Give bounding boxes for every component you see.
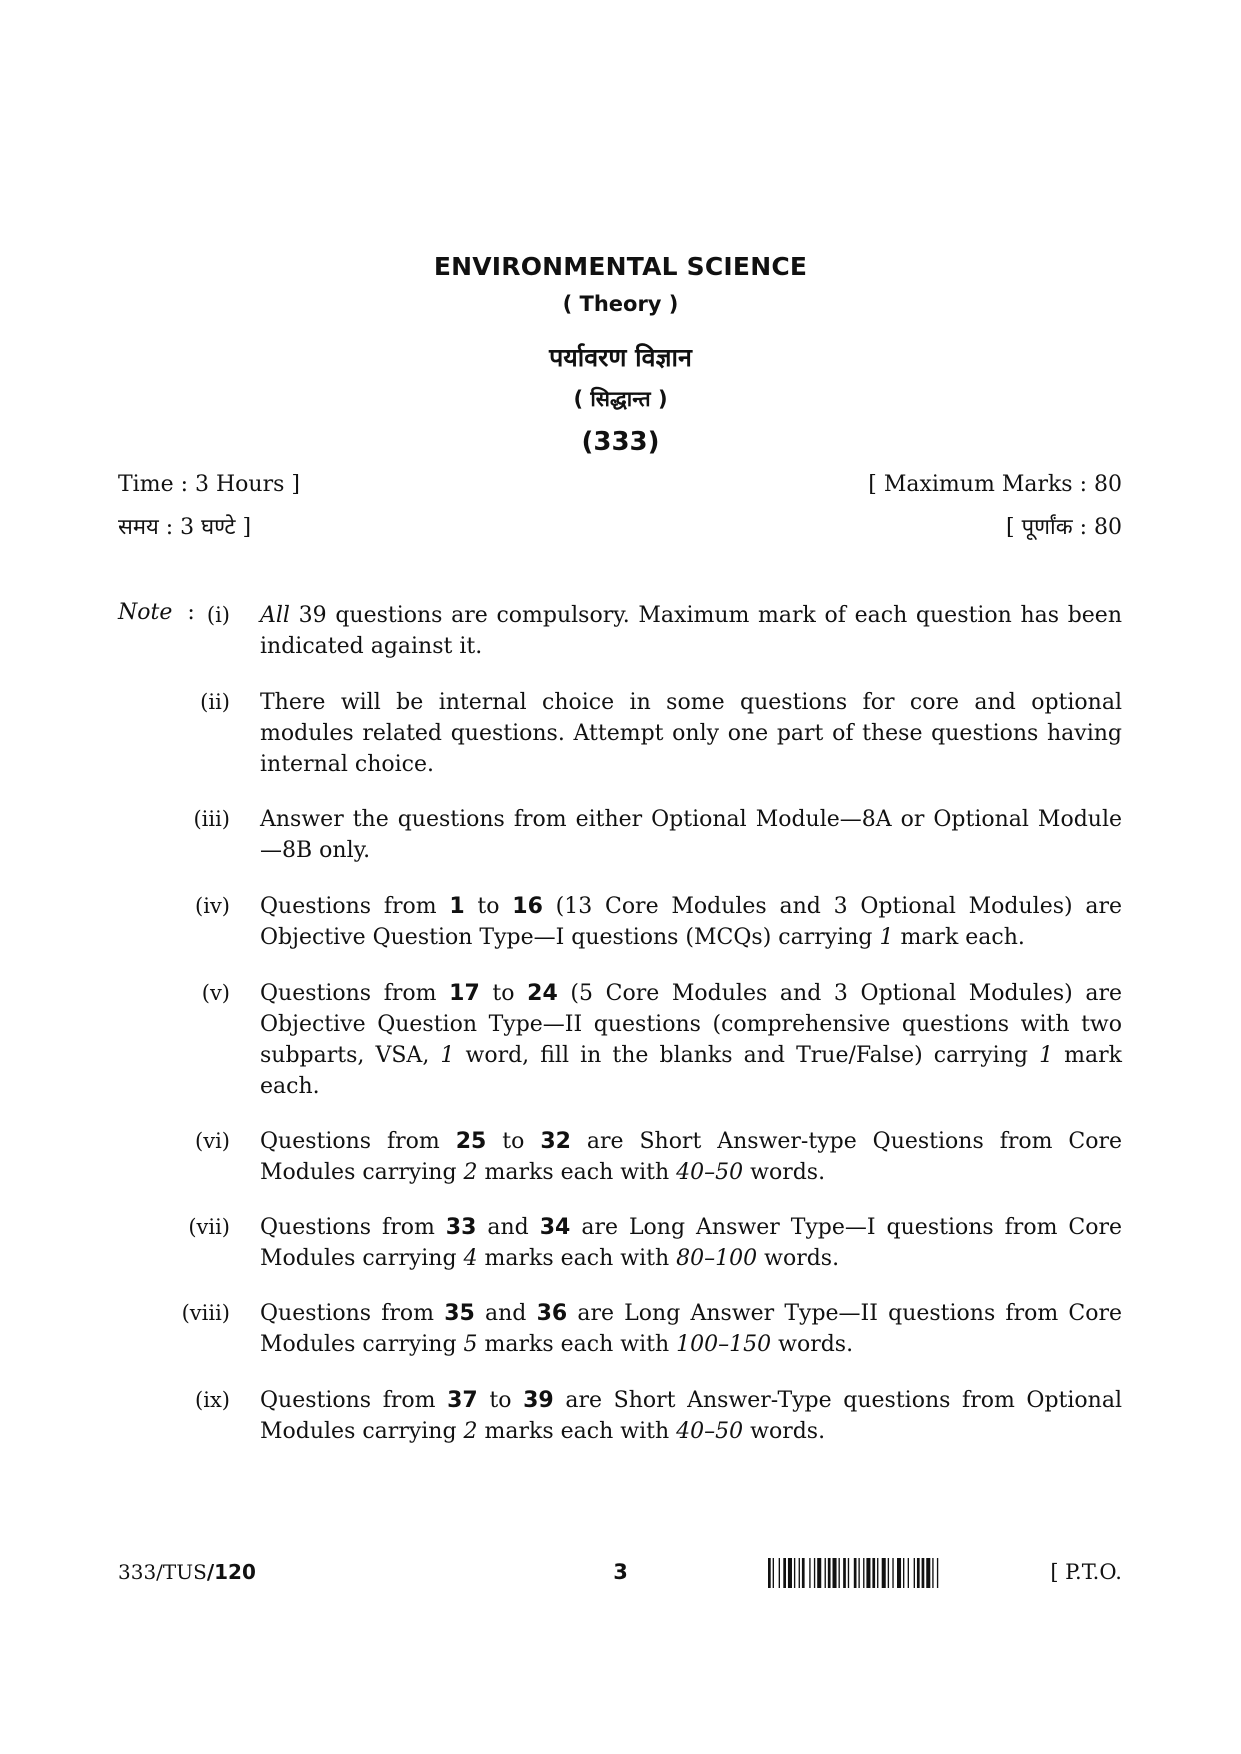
instruction-text-part: 1	[1039, 1043, 1054, 1068]
instruction-text	[260, 804, 1122, 866]
instruction-text-part: 37	[447, 1388, 478, 1413]
instruction-text-part: Questions from	[260, 1129, 456, 1154]
instruction-text-part: are Short Answer-Type questions from Optional Modules carrying	[260, 1388, 1122, 1444]
instruction-text-part: are Short Answer-type Questions from Core Modules carrying	[260, 1129, 1123, 1185]
marks-english: [ Maximum Marks : 80	[868, 472, 1122, 497]
instruction-text	[260, 891, 1122, 953]
instruction-text-part: marks each with	[477, 1419, 677, 1444]
instruction-number: (v)	[201, 981, 230, 1005]
instruction-text-part: Questions from	[260, 981, 450, 1006]
instruction-text-part: to	[477, 1388, 524, 1413]
instruction-text-part: and	[476, 1215, 540, 1240]
page-number: 3	[613, 1560, 628, 1584]
instruction-text-part: 34	[539, 1215, 571, 1240]
instruction-text	[260, 1212, 1122, 1274]
instruction-text-part: 16	[512, 894, 543, 919]
instruction-text-part: 40–50	[676, 1160, 744, 1185]
instruction-text-part: 25	[455, 1129, 487, 1154]
instruction-number: (iv)	[195, 894, 230, 918]
instruction-text-part: 36	[536, 1301, 568, 1326]
instruction-number: (vi)	[195, 1129, 230, 1153]
paper-title-hindi: पर्यावरण विज्ञान	[549, 343, 692, 372]
instruction-text-part: 5	[463, 1332, 478, 1357]
paper-subtitle-hindi: ( सिद्धान्त )	[573, 387, 668, 411]
instruction-text-part: 33	[445, 1215, 477, 1240]
instruction-text-part: are Long Answer Type—II questions from Core Modules carrying	[260, 1301, 1122, 1357]
instruction-number: (i)	[206, 603, 230, 627]
instruction-text-part: words.	[757, 1246, 840, 1271]
paper-subtitle: ( Theory )	[562, 292, 679, 316]
instruction-number: (ii)	[200, 690, 230, 714]
instruction-text-part: to	[479, 981, 528, 1006]
instruction-text-part: 17	[449, 981, 480, 1006]
paper-code: (333)	[581, 427, 660, 457]
instruction-text-part: words.	[743, 1160, 826, 1185]
footer-code-suffix: /120	[206, 1560, 256, 1584]
instruction-text-part: 35	[444, 1301, 475, 1326]
instruction-text	[260, 687, 1122, 780]
instruction-text-part: 80–100	[676, 1246, 758, 1271]
instruction-text-part: 1	[879, 925, 894, 950]
instruction-text	[260, 978, 1122, 1102]
instruction-text-part: mark each.	[893, 925, 1025, 950]
instruction-text-part: Questions from	[260, 894, 450, 919]
instruction-text	[260, 600, 1122, 662]
time-hindi: समय : 3 घण्टे ]	[118, 515, 252, 540]
instruction-text-part: All	[260, 603, 290, 628]
instruction-text-part: 4	[463, 1246, 478, 1271]
instruction-text	[260, 1298, 1122, 1360]
instruction-text	[260, 1126, 1122, 1188]
instruction-text-part: are Long Answer Type—I questions from Core Modules carrying	[260, 1215, 1123, 1271]
instruction-text-part: words.	[743, 1419, 826, 1444]
footer-code-prefix: 333/TUS	[118, 1560, 207, 1584]
barcode-image	[768, 1558, 1023, 1588]
instruction-text-part: 24	[527, 981, 558, 1006]
instruction-text-part: (5 Core Modules and 3 Optional Modules) are Objective Question Type—II questions (comprehensive questions with two subparts, VSA,	[260, 981, 1122, 1068]
instruction-text-part: There will be internal choice in some questions for core and optional modules related questions. Attempt only one part of these questions having internal choice.	[260, 690, 1122, 777]
instruction-number: (iii)	[193, 807, 230, 831]
instruction-text-part: words.	[771, 1332, 854, 1357]
note-colon: :	[187, 600, 195, 625]
instruction-number: (vii)	[188, 1215, 230, 1239]
instruction-text-part: 2	[463, 1419, 478, 1444]
instruction-text-part: (13 Core Modules and 3 Optional Modules) are Objective Question Type—I questions (MCQs) carrying	[260, 894, 1122, 950]
instruction-text-part: word, fill in the blanks and True/False) carrying	[454, 1043, 1040, 1068]
instruction-number: (ix)	[195, 1388, 230, 1412]
pto-label: [ P.T.O.	[1050, 1560, 1122, 1584]
instruction-text-part: 32	[540, 1129, 571, 1154]
instruction-text-part: 40–50	[676, 1419, 744, 1444]
instruction-text-part: to	[486, 1129, 541, 1154]
instruction-text-part: mark each.	[260, 1043, 1122, 1099]
time-english: Time : 3 Hours ]	[118, 472, 300, 497]
instruction-text-part: 100–150	[676, 1332, 772, 1357]
instruction-text-part: 1	[440, 1043, 455, 1068]
instruction-text-part: Answer the questions from either Optional Module—8A or Optional Module—8B only.	[260, 807, 1122, 863]
instruction-number: (viii)	[181, 1301, 230, 1325]
paper-title: ENVIRONMENTAL SCIENCE	[433, 252, 808, 281]
instruction-text-part: 39	[523, 1388, 554, 1413]
instruction-text-part: 39 questions are compulsory. Maximum mark of each question has been indicated against it.	[260, 603, 1122, 659]
instruction-text	[260, 1385, 1122, 1447]
instruction-text-part: Questions from	[260, 1215, 446, 1240]
marks-hindi: [ पूर्णांक : 80	[1006, 515, 1122, 540]
instruction-text-part: 1	[449, 894, 465, 919]
note-label-text: Note	[118, 600, 173, 625]
instruction-text-part: Questions from	[260, 1301, 445, 1326]
instruction-text-part: and	[474, 1301, 537, 1326]
instruction-text-part: 2	[463, 1160, 478, 1185]
instruction-text-part: marks each with	[477, 1246, 677, 1271]
instruction-text-part: marks each with	[477, 1160, 677, 1185]
instruction-text-part: to	[464, 894, 513, 919]
instruction-text-part: marks each with	[477, 1332, 677, 1357]
instruction-text-part: Questions from	[260, 1388, 448, 1413]
